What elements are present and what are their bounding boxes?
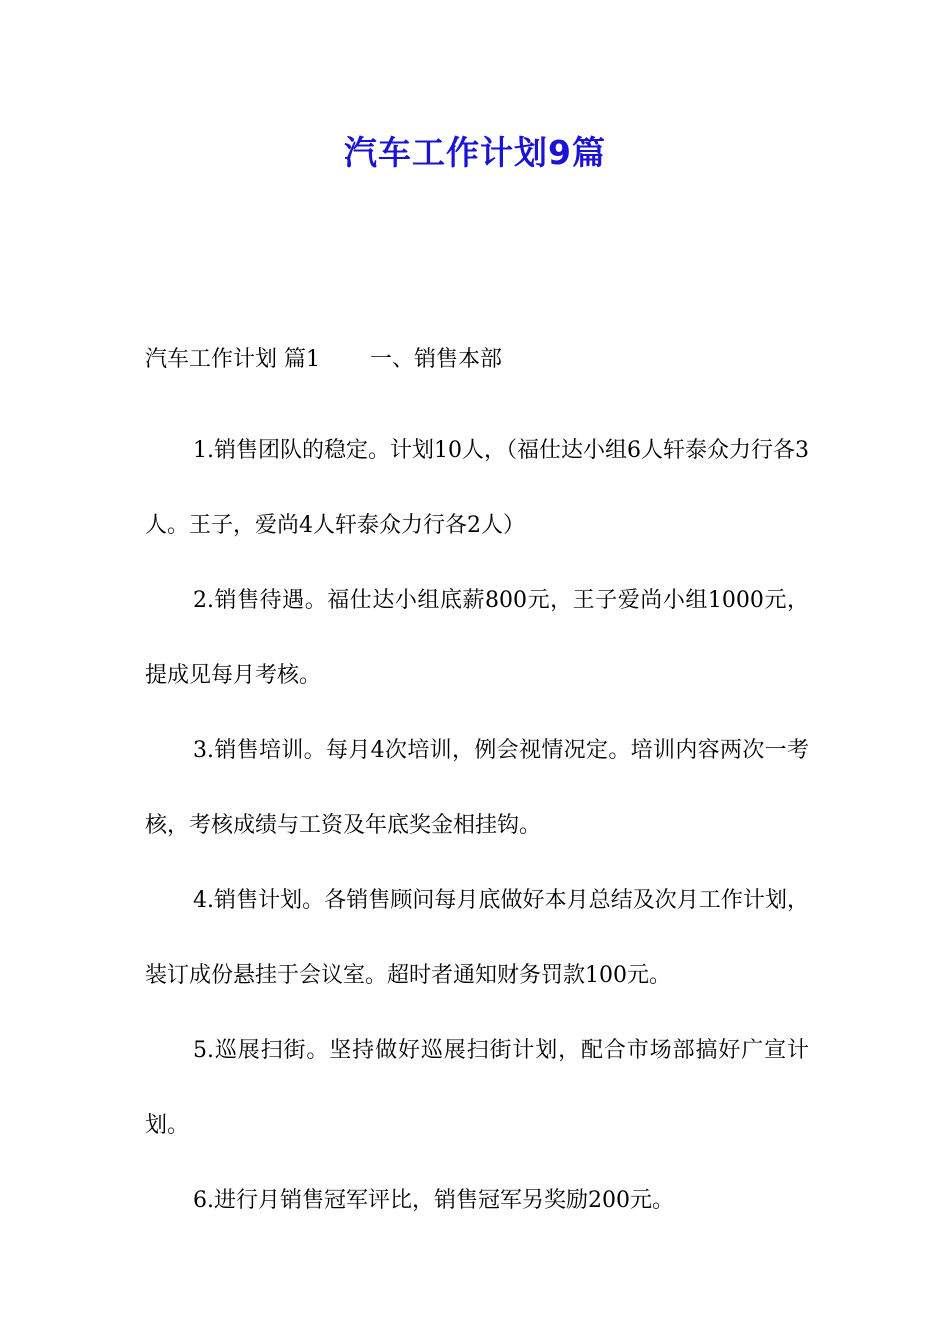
paragraph-2: 2.销售待遇。福仕达小组底薪800元，王子爱尚小组1000元，提成见每月考核。 — [145, 588, 809, 688]
paragraph-6: 6.进行月销售冠军评比，销售冠军另奖励200元。 — [193, 1188, 674, 1213]
paragraph-4: 4.销售计划。各销售顾问每月底做好本月总结及次月工作计划，装订成份悬挂于会议室。超时者通知财务罚款100元。 — [145, 888, 809, 988]
paragraph-1: 1.销售团队的稳定。计划10人，（福仕达小组6人轩泰众力行各3人。王子，爱尚4人轩泰众力行各2人） — [145, 438, 809, 538]
paragraph-5: 5.巡展扫街。坚持做好巡展扫街计划，配合市场部搞好广宣计划。 — [145, 1038, 809, 1138]
section-heading — [145, 342, 502, 378]
document-title: 汽车工作计划9篇 — [344, 133, 606, 172]
document-body — [145, 413, 809, 1238]
paragraph-3: 3.销售培训。每月4次培训，例会视情况定。培训内容两次一考核，考核成绩与工资及年底奖金相挂钩。 — [145, 738, 809, 838]
chapter-label: 汽车工作计划 篇1 — [145, 347, 320, 372]
part-label: 一、销售本部 — [370, 347, 503, 372]
